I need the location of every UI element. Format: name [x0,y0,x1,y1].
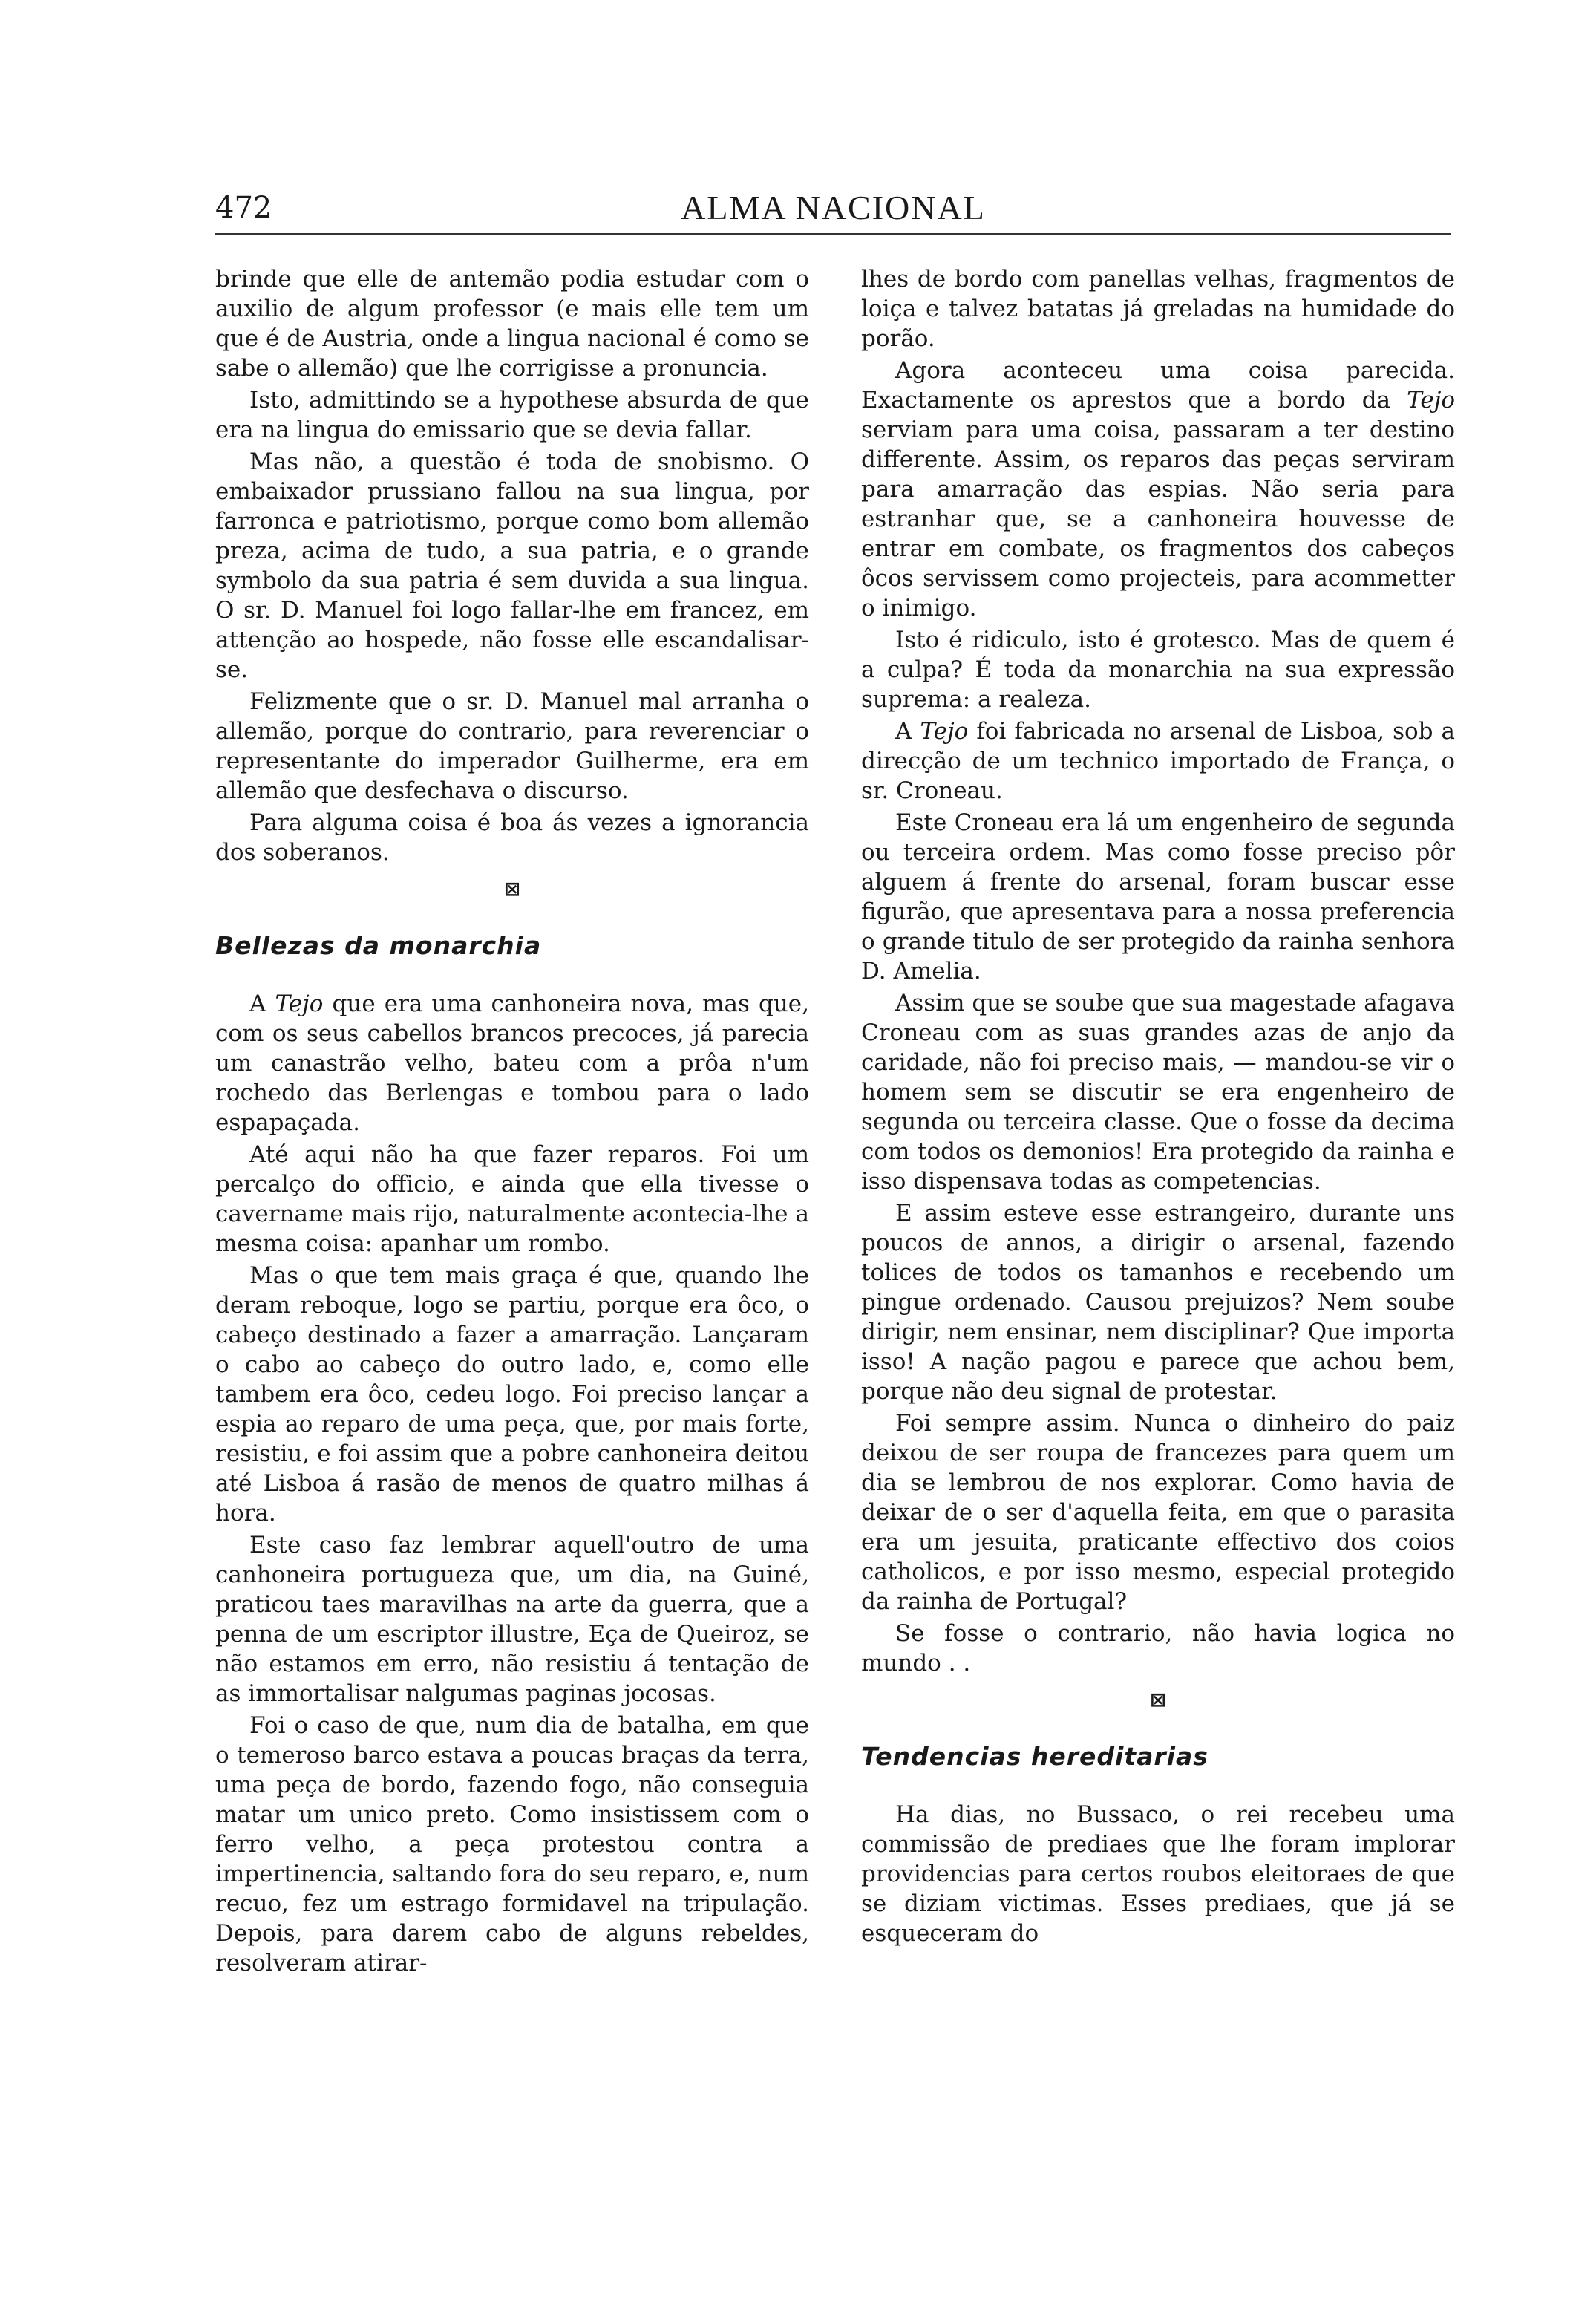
paragraph: Isto, admittindo se a hypothese absurda de que era na lingua do emissario que se devia fallar. [215,387,809,443]
paragraph: Mas não, a questão é toda de snobismo. O embaixador prussiano fallou na sua lingua, por farronca e patriotismo, porque como bom allemão preza, acima de tudo, a sua patria, e o grande symbolo da sua patria é sem duvida a sua lingua. O sr. D. Manuel foi logo fallar-lhe em francez, em attenção ao hospede, não fosse elle escandalisar-se. [215,448,809,683]
page-header [215,186,1451,238]
paragraph: Assim que se soube que sua magestade afagava Croneau com as suas grandes azas de anjo da caridade, não foi preciso mais, — mandou-se vir o homem sem se discutir se era engenheiro de segunda ou terceira classe. Que o fosse da decima com todos os demonios! Era protegido da rainha e isso dispensava todas as competencias. [861,990,1456,1195]
running-title: ALMA NACIONAL [681,189,986,226]
paragraph: Isto é ridiculo, isto é grotesco. Mas de quem é a culpa? É toda da monarchia na sua expressão suprema: a realeza. [861,627,1455,713]
section-separator-ornament: ⊠ [1150,1689,1166,1711]
paragraph: Felizmente que o sr. D. Manuel mal arranha o allemão, porque do contrario, para reverenciar o representante do imperador Guilherme, era em allemão que desfechava o discurso. [215,688,809,804]
paragraph: A Tejo que era uma canhoneira nova, mas que, com os seus cabellos brancos precoces, já parecia um canastrão velho, bateu com a prôa n'um rochedo das Berlengas e tombou para o lado espapaçada. [215,990,809,1136]
section-heading: Tendencias hereditarias [861,1742,1209,1771]
paragraph: Agora aconteceu uma coisa parecida. Exactamente os aprestos que a bordo da Tejo serviam para uma coisa, passaram a ter destino differente. Assim, os reparos das peças serviram para amarração das espias. Não seria para estranhar que, se a canhoneira houvesse de entrar em combate, os fragmentos dos cabeços ôcos servissem como projecteis, para acommetter o inimigo. [861,357,1455,621]
paragraph: Mas o que tem mais graça é que, quando lhe deram reboque, logo se partiu, porque era ôco, o cabeço destinado a fazer a amarração. Lançaram o cabo ao cabeço do outro lado, e, como elle tambem era ôco, cedeu logo. Foi preciso lançar a espia ao reparo de uma peça, que, por mais forte, resistiu, e foi assim que a pobre canhoneira deitou até Lisboa á rasão de menos de quatro milhas á hora. [215,1262,809,1527]
right-column [861,264,1455,1951]
section-heading: Bellezas da monarchia [215,931,542,960]
paragraph: Para alguma coisa é boa ás vezes a ignorancia dos soberanos. [215,809,809,866]
paragraph: Foi sempre assim. Nunca o dinheiro do paiz deixou de ser roupa de francezes para quem um dia se lembrou de nos explorar. Como havia de deixar de o ser d'aquella feita, em que o parasita era um jesuita, praticante effectivo dos coios catholicos, e por isso mesmo, especial protegido da rainha de Portugal? [861,1410,1455,1615]
ship-name: Tejo [1407,387,1455,414]
ship-name: Tejo [920,718,969,745]
paragraph: lhes de bordo com panellas velhas, fragmentos de loiça e talvez batatas já greladas na humidade do porão. [861,266,1455,352]
section-separator-ornament: ⊠ [504,878,520,901]
left-column [215,264,809,1980]
page-number: 472 [215,191,272,225]
header-rule [215,233,1451,235]
paragraph: Se fosse o contrario, não havia logica no mundo . . [861,1620,1455,1677]
paragraph: E assim esteve esse estrangeiro, durante uns poucos de annos, a dirigir o arsenal, fazendo tolices de todos os tamanhos e recebendo um pingue ordenado. Causou prejuizos? Nem soube dirigir, nem ensinar, nem disciplinar? Que importa isso! A nação pagou e parece que achou bem, porque não deu signal de protestar. [861,1200,1455,1405]
paragraph: brinde que elle de antemão podia estudar com o auxilio de algum professor (e mais elle tem um que é de Austria, onde a lingua nacional é como se sabe o allemão) que lhe corrigisse a pronuncia. [215,266,809,382]
paragraph: Até aqui não ha que fazer reparos. Foi um percalço do officio, e ainda que ella tivesse o cavername mais rijo, naturalmente acontecia-lhe a mesma coisa: apanhar um rombo. [215,1141,809,1257]
paragraph: Este Croneau era lá um engenheiro de segunda ou terceira ordem. Mas como fosse preciso pôr alguem á frente do arsenal, foram buscar esse figurão, que apresentava para a nossa preferencia o grande titulo de ser protegido da rainha senhora D. Amelia. [861,809,1455,985]
ship-name: Tejo [275,990,324,1017]
paragraph: Este caso faz lembrar aquell'outro de uma canhoneira portugueza que, um dia, na Guiné, praticou taes maravilhas na arte da guerra, que a penna de um escriptor illustre, Eça de Queiroz, se não estamos em erro, não resistiu á tentação de as immortalisar nalgumas paginas jocosas. [215,1532,809,1707]
paragraph: Foi o caso de que, num dia de batalha, em que o temeroso barco estava a poucas braças da terra, uma peça de bordo, fazendo fogo, não conseguia matar um unico preto. Como insistissem com o ferro velho, a peça protestou contra a impertinencia, saltando fora do seu reparo, e, num recuo, fez um estrago formidavel na tripulação. Depois, para darem cabo de alguns rebeldes, resolveram atirar- [215,1712,809,1977]
paragraph: A Tejo foi fabricada no arsenal de Lisboa, sob a direcção de um technico importado de França, o sr. Croneau. [861,718,1455,804]
paragraph: Ha dias, no Bussaco, o rei recebeu uma commissão de prediaes que lhe foram implorar providencias para certos roubos eleitoraes de que se diziam victimas. Esses prediaes, que já se esqueceram do [861,1801,1455,1947]
